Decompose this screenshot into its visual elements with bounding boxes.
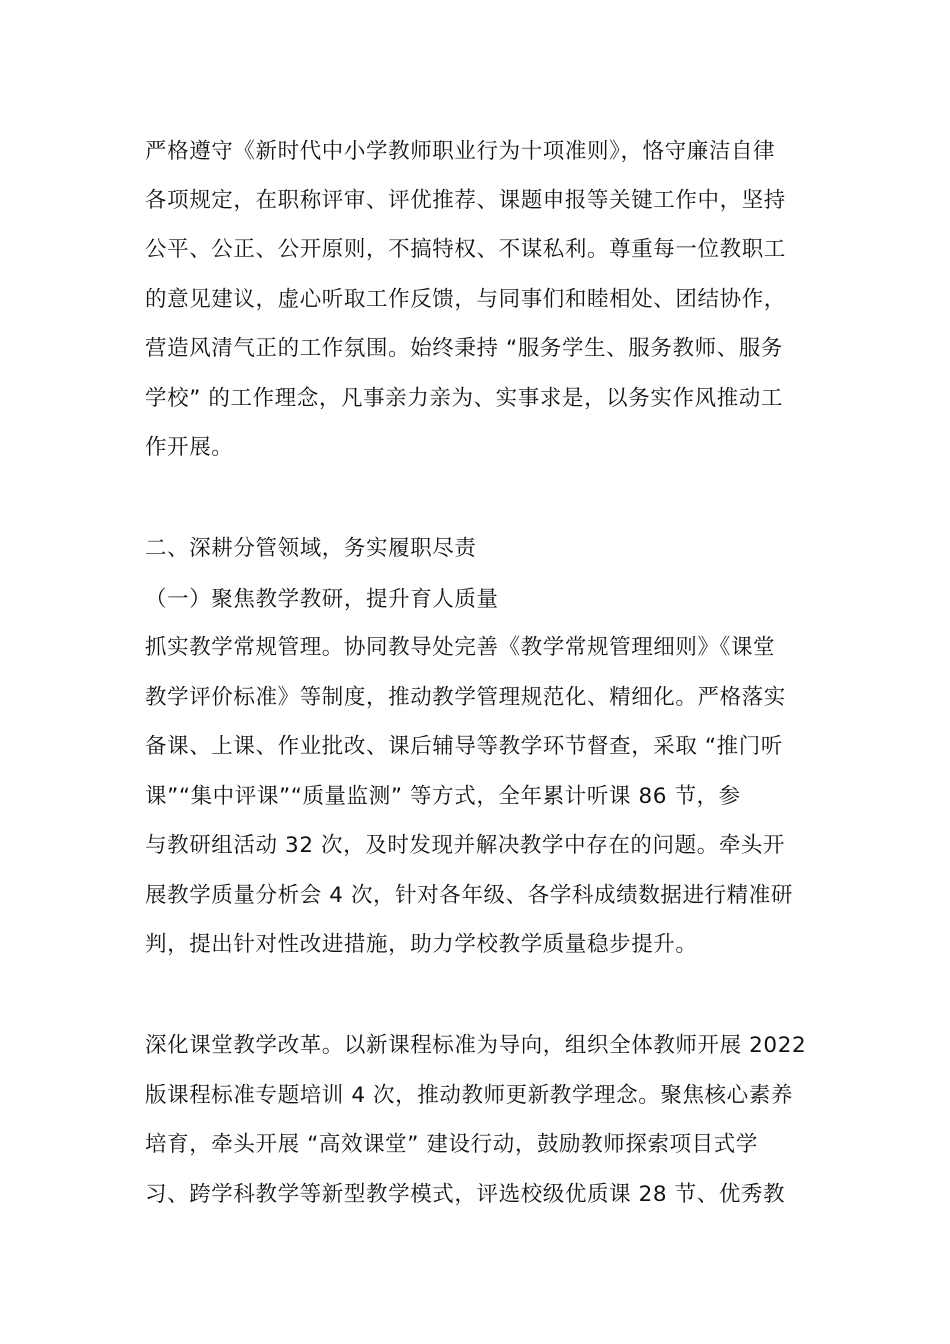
paragraph-line: 各项规定，在职称评审、评优推荐、课题申报等关键工作中，坚持 (145, 188, 786, 213)
paragraph-line: 教学评价标准》等制度，推动教学管理规范化、精细化。严格落实 (145, 685, 786, 710)
paragraph-line: 学校” 的工作理念，凡事亲力亲为、实事求是，以务实作风推动工 (145, 386, 783, 411)
paragraph-line: 课”“集中评课”“质量监测” 等方式，全年累计听课 86 节，参 (145, 784, 741, 809)
section-heading: 二、深耕分管领域，务实履职尽责 (145, 536, 477, 561)
paragraph-line: 判，提出针对性改进措施，助力学校教学质量稳步提升。 (145, 932, 698, 957)
paragraph-line: 展教学质量分析会 4 次，针对各年级、各学科成绩数据进行精准研 (145, 883, 793, 908)
paragraph-line: 备课、上课、作业批改、课后辅导等教学环节督查，采取 “推门听 (145, 734, 783, 759)
paragraph-line: 的意见建议，虚心听取工作反馈，与同事们和睦相处、团结协作， (145, 287, 786, 312)
paragraph-line: 与教研组活动 32 次，及时发现并解决教学中存在的问题。牵头开 (145, 833, 786, 858)
paragraph-line: 版课程标准专题培训 4 次，推动教师更新教学理念。聚焦核心素养 (145, 1083, 793, 1108)
paragraph-line: 习、跨学科教学等新型教学模式，评选校级优质课 28 节、优秀教 (145, 1182, 786, 1207)
paragraph-line: 抓实教学常规管理。协同教导处完善《教学常规管理细则》《课堂 (145, 635, 776, 660)
paragraph-line: 深化课堂教学改革。以新课程标准为导向，组织全体教师开展 2022 (145, 1033, 807, 1058)
paragraph-line: 严格遵守《新时代中小学教师职业行为十项准则》，恪守廉洁自律 (145, 139, 776, 164)
subsection-heading: （一）聚焦教学教研，提升育人质量 (145, 587, 499, 612)
paragraph-line: 培育，牵头开展 “高效课堂” 建设行动，鼓励教师探索项目式学 (145, 1132, 758, 1157)
paragraph-line: 作开展。 (145, 435, 234, 460)
paragraph-line: 公平、公正、公开原则，不搞特权、不谋私利。尊重每一位教职工 (145, 237, 786, 262)
paragraph-line: 营造风清气正的工作氛围。始终秉持 “服务学生、服务教师、服务 (145, 336, 783, 361)
